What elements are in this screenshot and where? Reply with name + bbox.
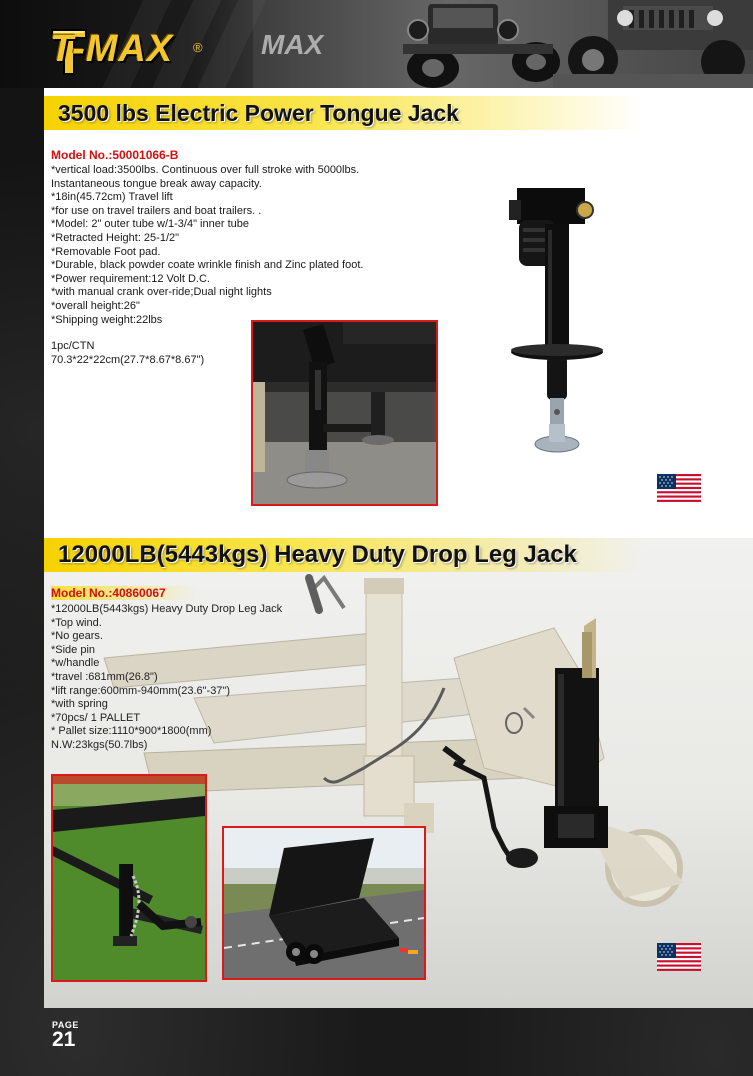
us-flag-icon (657, 943, 701, 971)
spec-line: *vertical load:3500lbs. Continuous over full stroke with 5000lbs. (51, 164, 360, 176)
us-flag-icon (657, 474, 701, 502)
spec-line: Instantaneous tongue break away capacity. (51, 177, 262, 190)
packing-line: 1pc/CTN (51, 340, 95, 352)
spec-line: *12000LB(5443kgs) Heavy Duty Drop Leg Jack (51, 603, 283, 615)
offroad-vehicles-image (253, 0, 753, 88)
page-number: 21 (52, 1028, 76, 1051)
spec-line: * Pallet size:1110*900*1800(mm) (51, 725, 212, 738)
spec-line: *Side pin (51, 643, 96, 656)
spec-line: *Model: 2" outer tube w/1-3/4" inner tube (51, 218, 249, 231)
spec-line: *Durable, black powder coate wrinkle finish and Zinc plated foot. (51, 259, 364, 272)
spec-list-1 (51, 164, 471, 327)
installed-jack-photo (251, 320, 438, 506)
spec-line: *with spring (51, 698, 108, 711)
spec-line: *Power requirement:12 Volt D.C. (51, 272, 210, 285)
spec-line: *Shipping weight:22lbs (51, 313, 163, 326)
model-number-1: Model No.:50001066-B (51, 148, 179, 162)
spec-line: *overall height:26" (51, 299, 140, 312)
packing-line: 70.3*22*22cm(27.7*8.67*8.67") (51, 353, 205, 366)
spec-list-2 (51, 603, 381, 753)
spec-line: *w/handle (51, 657, 100, 670)
spec-line: *70pcs/ 1 PALLET (51, 711, 141, 724)
spec-line: *Removable Foot pad. (51, 245, 161, 258)
spec-line: *Top wind. (51, 616, 102, 629)
spec-line: *for use on travel trailers and boat trailers. . (51, 204, 262, 217)
page-label: PAGE (52, 1020, 79, 1030)
spec-line: *Retracted Height: 25-1/2" (51, 231, 180, 244)
spec-line: N.W:23kgs(50.7lbs) (51, 738, 148, 751)
packing-info-1 (51, 340, 204, 367)
header-banner (0, 0, 753, 88)
electric-tongue-jack-image (505, 180, 615, 460)
dump-trailer-photo (222, 826, 426, 980)
registered-mark: ® (193, 40, 203, 55)
spec-line: *18in(45.72cm) Travel lift (51, 191, 173, 204)
model-number-2: Model No.:40860067 (51, 586, 196, 600)
spec-line: *lift range:600mm-940mm(23.6"-37") (51, 684, 230, 697)
logo-text: T-MAX (50, 28, 174, 70)
product-title-2: 12000LB(5443kgs) Heavy Duty Drop Leg Jack (44, 538, 644, 572)
spec-line: *travel :681mm(26.8") (51, 670, 158, 683)
header-banner-text: MAX (261, 29, 324, 60)
spec-line: *with manual crank over-ride;Dual night lights (51, 286, 272, 299)
product-title-1: 3500 lbs Electric Power Tongue Jack (44, 96, 644, 130)
spec-line: *No gears. (51, 630, 103, 643)
trailer-hitch-photo (51, 774, 207, 982)
